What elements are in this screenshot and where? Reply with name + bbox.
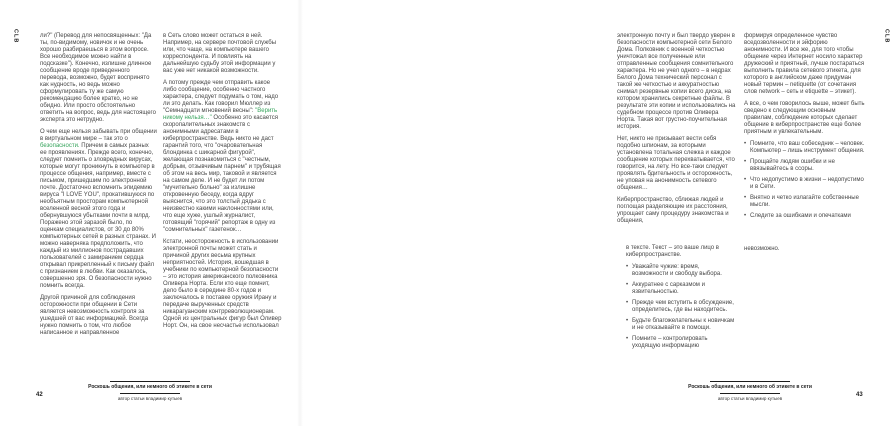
left-page-column-2 bbox=[163, 33, 282, 335]
spread-gutter bbox=[297, 0, 303, 426]
rule-item: • Помните, что ваш собеседник – человек. Компьютер – лишь инструмент общения. bbox=[744, 141, 865, 155]
rule-continuation-text: невозможно. bbox=[744, 246, 780, 252]
paragraph: формируя определенное чувство вседозволенности и эйфорию анонимности. И все же, для того чтобы общение через Интернет носило характер дружеский и приятный, лучше постараться выполнить правила сетевого этикета, для которого в английском даже придуман новый термин – netiquette (от сочетания слов network – сеть и etiquette – этикет). bbox=[744, 33, 865, 95]
footer-rule bbox=[710, 381, 790, 382]
paragraph-text: А потому прежде чем отправить какое либо сообщение, особенно частного характера, следует подумать о том, надо ли это делать. Как говорил Мюллер из "Семнадцати мгновений весны": bbox=[163, 80, 279, 114]
paragraph: Другой причиной для соблюдения осторожности при общении в Сети является невозможность контроля за ушедшей от вас информацией. Всегда нужно помнить о том, что любое написанное и направленное bbox=[40, 295, 149, 336]
article-title-footer: Роскошь общения, или немного об этикете в сети bbox=[688, 384, 812, 390]
right-page-column-1 bbox=[617, 33, 737, 354]
rule-item: • Уважайте чужие: время, возможности и свободу выбора. bbox=[626, 264, 737, 278]
netiquette-rules-list bbox=[744, 141, 865, 220]
left-page-footer bbox=[70, 381, 230, 401]
paragraph: Кстати, неосторожность в использовании электронной почты может стать и причиной других весьма крупных неприятностей. История, вошедшая в учебники по компьютерной безопасности – это история американского полковника Оливера Норта. Если кто еще помнит, дело было в середине 80-х годов и заключалось в поставке оружия Ирану и передаче вырученных средств никарагуанским контрреволюционерам. Одной из центральных фигур был Оливер Норт. Он, на свое несчастье использовал bbox=[163, 239, 282, 329]
accent-green-text: "Верить никому нельзя…" bbox=[163, 108, 278, 121]
rule-item: • Внятно и четко излагайте собственные мысли. bbox=[744, 195, 865, 209]
page-right bbox=[300, 0, 890, 426]
footer-rule bbox=[120, 393, 180, 394]
paragraph: Киберпространство, сближая людей и поглощая разделяющие их расстояния, упрощает саму процедуру знакомства и общения, bbox=[617, 197, 729, 224]
author-credit: автор статьи владимир кутыев bbox=[117, 396, 183, 401]
paragraph: ли?" (Перевод для непосвященных: "Да ты, по-видимому, новичок и не очень хорошо разбираешься в этом вопросе. Все необходимое можно найти в подсказке"). Конечно, излишне длинное сообщение вроде приведенного перевода, возможно, будет воспринято как нудность, но ведь можно сформулировать ту же самую рекомендацию более кратко, но не обидно. Или просто обстоятельно ответить на вопрос, ведь для настоящего эксперта это нетрудно. bbox=[40, 33, 156, 123]
left-page-column-1 bbox=[40, 33, 157, 342]
rule-item: • Будьте благожелательны к новичкам и не отказывайте в помощи. bbox=[626, 318, 737, 332]
netiquette-rules-block bbox=[626, 245, 737, 350]
page-number-left: 42 bbox=[36, 392, 43, 398]
paragraph-text: О чем еще нельзя забывать при общении в виртуальном мире – так это о bbox=[40, 129, 157, 142]
netiquette-rules-list bbox=[626, 264, 737, 350]
magazine-logo-left: CLB bbox=[12, 29, 19, 44]
author-credit: автор статьи владимир кутыев bbox=[717, 396, 783, 401]
magazine-logo-right: CLB bbox=[883, 29, 890, 44]
paragraph-text: Причем в самых разных ее проявлениях. Прежде всего, конечно, следует помнить о зловредных вирусах, которые могут проникнуть в компьютер в процессе общения, например, вместе с письмом, пришедшим по электронной почте. Достаточно вспомнить эпидемию вируса "I LOVE YOU", прокатившуюся по необъятным просторам компьютерной вселенной весной этого года и обернувшуюся убытками почти в млрд. Поражено этой заразой было, по оценкам специалистов, от 30 до 80% компьютерных сетей в разных странах. И можно наверняка предположить, что каждый из миллионов пострадавших пользователей с замиранием сердца открывал прикрепленный к письму файл с признанием в любви. Как оказалось, совершенно зря. О безопасности нужно помнить всегда. bbox=[40, 143, 156, 289]
right-page-column-2 bbox=[744, 33, 865, 258]
footer-rule bbox=[720, 393, 780, 394]
footer-rule bbox=[110, 381, 190, 382]
page-left bbox=[0, 0, 300, 426]
paragraph bbox=[40, 129, 157, 290]
accent-green-text: безопасности. bbox=[40, 143, 80, 149]
right-page-footer bbox=[670, 381, 830, 401]
paragraph bbox=[163, 80, 282, 234]
paragraph: в Сеть слово может остаться в ней. Например, на сервере почтовой службы или, что чаще, на компьютере вашего корреспондента. И повлиять на дальнейшую судьбу этой информации у вас уже нет никакой возможности. bbox=[163, 33, 277, 74]
rule-item: • Прощайте людям ошибки и не ввязывайтесь в ссоры. bbox=[744, 159, 865, 173]
rule-item: • Следите за ошибками и опечатками bbox=[744, 213, 865, 220]
paragraph-text: Особенно это касается скоропалительных знакомств с анонимными адресатами в киберпространстве. Ведь никто не даст гарантий того, что "очаровательная блондинка с шикарной фигурой", желающая познакомиться с "честным, добрым, отзывчивым парнем" и трубящая об этом на весь мир, таковой и является на самом деле. И не будет ли потом "мучительно больно" за излишне откровенную беседу, когда вдруг выяснится, что это толстый дядька с неизвестно какими наклонностями или, что еще хуже, ушлый журналист, готовящий "горячий" репортаж в одну из "сомнительных" газетенок… bbox=[163, 115, 281, 233]
page-number-right: 43 bbox=[856, 392, 863, 398]
paragraph: А все, о чем говорилось выше, может быть сведено к следующим основным правилам, соблюдение которых сделает общение в киберпространстве еще более приятным и увлекательным. bbox=[744, 101, 865, 135]
rule-item: • Что недопустимо в жизни – недопустимо и в Сети. bbox=[744, 177, 865, 191]
rule-item: • Аккуратнее с сарказмом и язвительностью. bbox=[626, 282, 737, 296]
paragraph: электронную почту и был твердо уверен в безопасности компьютерной сети Белого Дома. Полковник с военной четкостью уничтожал все полученные или отправленные сообщения сомнительного характера. Но не учел одного – в недрах Белого Дома технический персонал с такой же четкостью и аккуратностью снимал резервные копии всего диска, на котором хранились секретные файлы. В результате эти копии и использовались на судебном процессе против Оливера Норта. Такая вот грустно-поучительная история. bbox=[617, 33, 736, 130]
paragraph: Нет, никто не призывает вести себя подобно шпионам, за которыми установлена тотальная слежка и каждое сообщение которых перехватывается, что говорится, на лету. Но все-таки следует проявлять бдительность и осторожность, не уповая на анонимность сетевого общения… bbox=[617, 136, 735, 191]
rule-continuation-text: в тексте. Текст – это ваше лицо в киберпространстве. bbox=[626, 245, 719, 258]
rule-item: • Помните – контролировать уходящую информацию bbox=[626, 336, 737, 350]
article-title-footer: Роскошь общения, или немного об этикете в сети bbox=[88, 384, 212, 390]
rule-item: • Прежде чем вступить в обсуждение, определитесь, где вы находитесь. bbox=[626, 300, 737, 314]
